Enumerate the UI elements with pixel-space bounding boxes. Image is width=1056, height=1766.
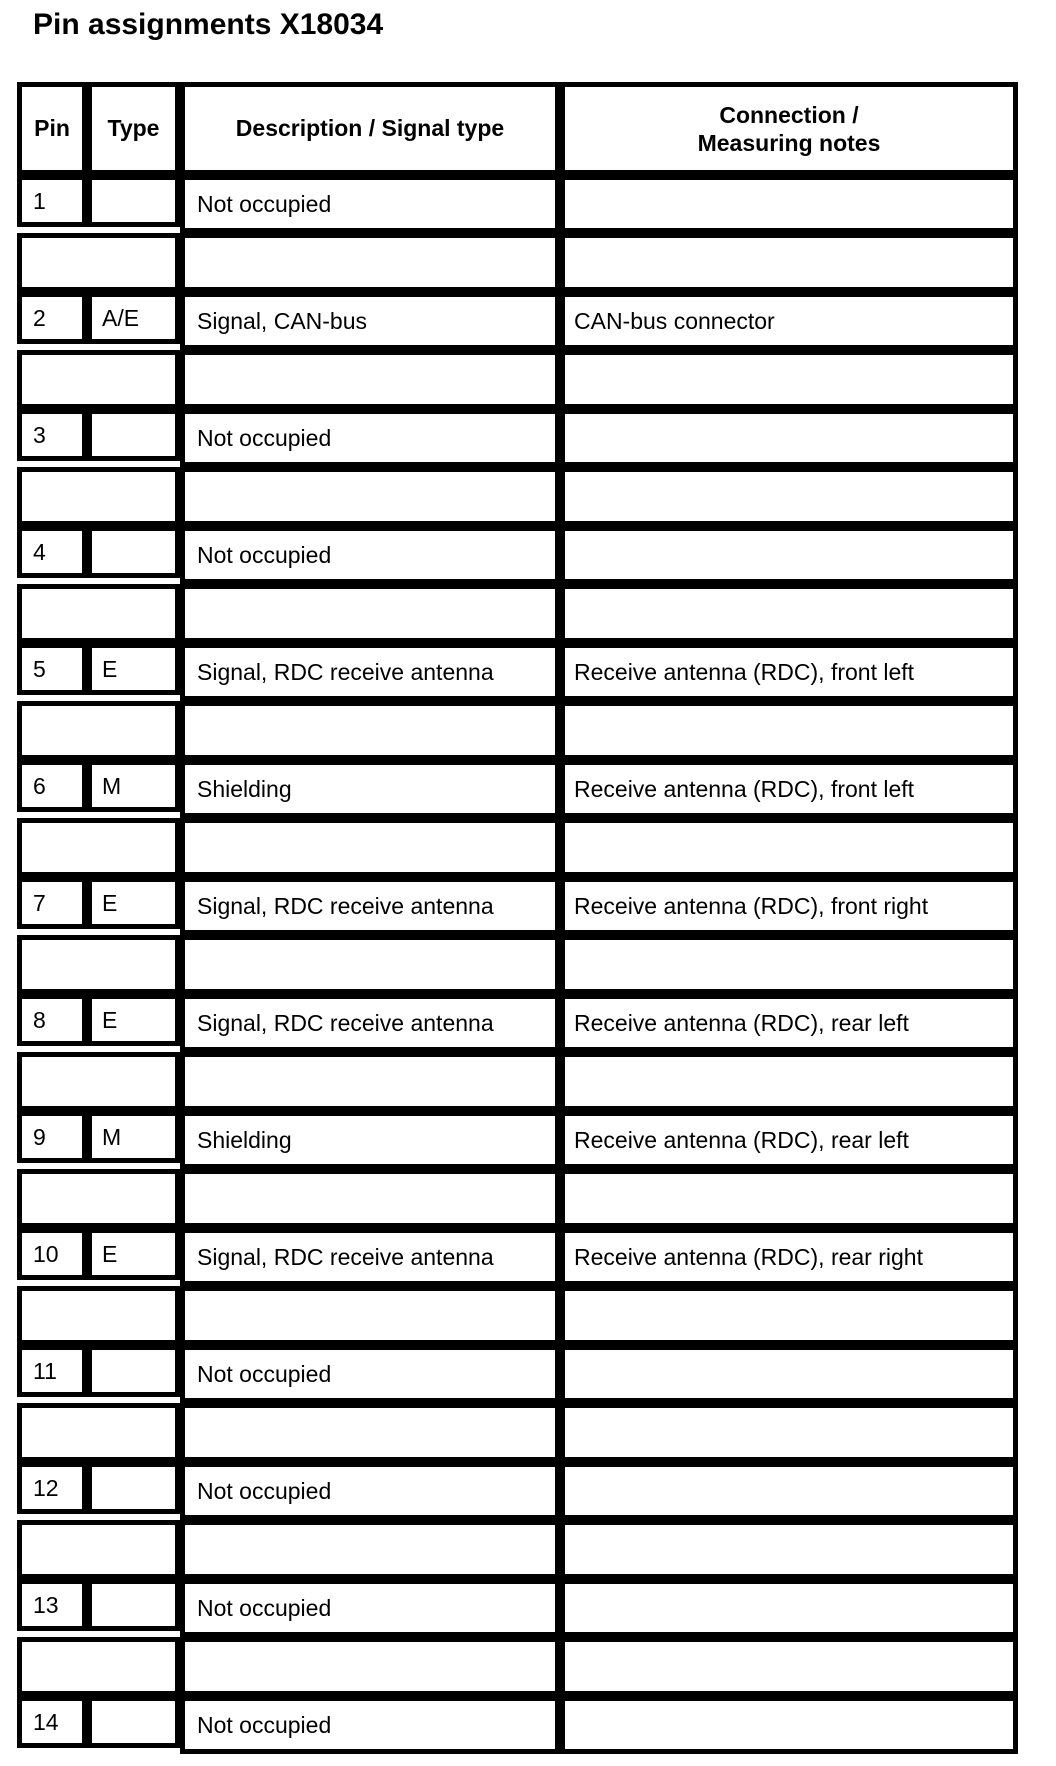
table-row [17,1696,1018,1754]
pin-cell: 10 [17,1228,87,1280]
pin-cell: 6 [17,760,87,812]
table-row [17,1111,1018,1169]
spacer-description-cell [180,584,560,643]
type-cell: A/E [87,292,180,344]
table-row [17,877,1018,935]
connection-cell [560,175,1018,233]
connection-cell: CAN-bus connector [560,292,1018,350]
description-cell: Signal, CAN-bus [180,292,560,350]
spacer-pin-type-cell [17,818,180,877]
description-cell: Signal, RDC receive antenna [180,994,560,1052]
spacer-row [17,701,1018,760]
pin-cell: 12 [17,1462,87,1514]
description-cell: Not occupied [180,175,560,233]
spacer-row [17,818,1018,877]
type-cell [87,175,180,227]
connection-cell [560,1696,1018,1754]
spacer-row [17,467,1018,526]
spacer-pin-type-cell [17,350,180,409]
header-type: Type [87,82,180,175]
spacer-pin-type-cell [17,1169,180,1228]
connection-cell: Receive antenna (RDC), rear right [560,1228,1018,1286]
spacer-description-cell [180,1520,560,1579]
description-cell: Shielding [180,760,560,818]
description-cell: Shielding [180,1111,560,1169]
table-body [17,175,1018,1754]
spacer-pin-type-cell [17,1052,180,1111]
connection-cell: Receive antenna (RDC), rear left [560,1111,1018,1169]
spacer-description-cell [180,467,560,526]
spacer-row [17,350,1018,409]
table-row [17,1579,1018,1637]
pin-cell: 13 [17,1579,87,1631]
connection-cell [560,409,1018,467]
table-row [17,175,1018,233]
spacer-connection-cell [560,467,1018,526]
header-pin: Pin [17,82,87,175]
spacer-pin-type-cell [17,1403,180,1462]
pin-cell: 1 [17,175,87,227]
spacer-description-cell [180,818,560,877]
table-row [17,643,1018,701]
spacer-description-cell [180,1286,560,1345]
spacer-description-cell [180,233,560,292]
table-row [17,1462,1018,1520]
header-connection-lines [698,101,881,157]
type-cell: E [87,643,180,695]
pin-cell: 11 [17,1345,87,1397]
table-header-row [17,82,1018,175]
pin-assignment-table [17,82,1018,1754]
table-row [17,1345,1018,1403]
spacer-connection-cell [560,1286,1018,1345]
spacer-connection-cell [560,233,1018,292]
spacer-pin-type-cell [17,467,180,526]
description-cell: Not occupied [180,1462,560,1520]
spacer-row [17,1052,1018,1111]
description-cell: Not occupied [180,1345,560,1403]
spacer-row [17,584,1018,643]
type-cell [87,409,180,461]
connection-cell [560,1462,1018,1520]
spacer-connection-cell [560,935,1018,994]
pin-cell: 7 [17,877,87,929]
pin-cell: 14 [17,1696,87,1748]
spacer-connection-cell [560,701,1018,760]
spacer-connection-cell [560,818,1018,877]
description-cell: Not occupied [180,409,560,467]
type-cell [87,1696,180,1748]
description-cell: Signal, RDC receive antenna [180,877,560,935]
pin-cell: 9 [17,1111,87,1163]
spacer-pin-type-cell [17,1637,180,1696]
spacer-pin-type-cell [17,935,180,994]
spacer-description-cell [180,1403,560,1462]
spacer-pin-type-cell [17,1286,180,1345]
spacer-connection-cell [560,1520,1018,1579]
spacer-pin-type-cell [17,701,180,760]
type-cell [87,1579,180,1631]
table-row [17,409,1018,467]
spacer-connection-cell [560,1169,1018,1228]
table-row [17,1228,1018,1286]
connection-cell: Receive antenna (RDC), rear left [560,994,1018,1052]
type-cell: E [87,1228,180,1280]
spacer-connection-cell [560,1637,1018,1696]
spacer-row [17,1286,1018,1345]
connection-cell: Receive antenna (RDC), front left [560,760,1018,818]
type-cell: E [87,877,180,929]
spacer-connection-cell [560,1052,1018,1111]
table-row [17,526,1018,584]
description-cell: Not occupied [180,526,560,584]
spacer-pin-type-cell [17,1520,180,1579]
connection-cell [560,526,1018,584]
pin-cell: 4 [17,526,87,578]
spacer-description-cell [180,350,560,409]
spacer-row [17,1637,1018,1696]
type-cell: M [87,760,180,812]
table-row [17,994,1018,1052]
pin-cell: 3 [17,409,87,461]
description-cell: Not occupied [180,1579,560,1637]
spacer-row [17,1520,1018,1579]
connection-cell: Receive antenna (RDC), front right [560,877,1018,935]
description-cell: Signal, RDC receive antenna [180,1228,560,1286]
type-cell [87,526,180,578]
connection-cell [560,1345,1018,1403]
type-cell [87,1462,180,1514]
type-cell: E [87,994,180,1046]
page-title: Pin assignments X18034 [33,8,384,41]
pin-cell: 5 [17,643,87,695]
spacer-description-cell [180,935,560,994]
pin-cell: 2 [17,292,87,344]
spacer-connection-cell [560,350,1018,409]
description-cell: Signal, RDC receive antenna [180,643,560,701]
header-connection-line1: Connection / [719,101,859,128]
spacer-description-cell [180,1169,560,1228]
connection-cell [560,1579,1018,1637]
table-row [17,760,1018,818]
header-connection-line2: Measuring notes [697,129,881,156]
spacer-connection-cell [560,1403,1018,1462]
type-cell: M [87,1111,180,1163]
spacer-row [17,233,1018,292]
spacer-description-cell [180,1052,560,1111]
spacer-connection-cell [560,584,1018,643]
spacer-row [17,1169,1018,1228]
type-cell [87,1345,180,1397]
spacer-description-cell [180,701,560,760]
spacer-pin-type-cell [17,233,180,292]
pin-cell: 8 [17,994,87,1046]
spacer-pin-type-cell [17,584,180,643]
table-row [17,292,1018,350]
spacer-row [17,935,1018,994]
header-connection [560,82,1018,175]
spacer-row [17,1403,1018,1462]
spacer-description-cell [180,1637,560,1696]
description-cell: Not occupied [180,1696,560,1754]
header-description: Description / Signal type [180,82,560,175]
connection-cell: Receive antenna (RDC), front left [560,643,1018,701]
